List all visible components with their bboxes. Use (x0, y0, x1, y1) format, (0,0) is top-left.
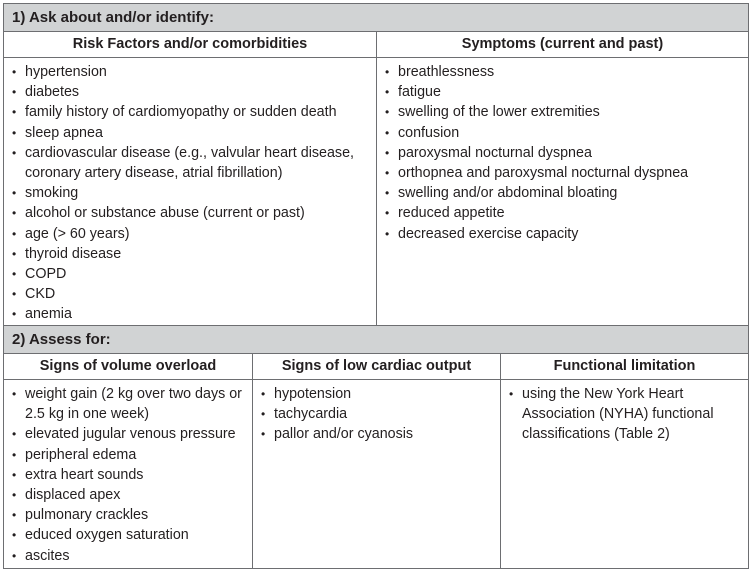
list-item: • alcohol or substance abuse (current or past) (12, 203, 372, 223)
list-item: • elevated jugular venous pressure (12, 424, 248, 444)
list-item: • confusion (385, 123, 744, 143)
list-item: • breathlessness (385, 62, 744, 82)
volume-overload-column (4, 354, 253, 568)
functional-limitation-list (501, 380, 748, 445)
risk-factors-list (4, 58, 376, 325)
list-item: • reduced appetite (385, 203, 744, 223)
list-item: • displaced apex (12, 485, 248, 505)
list-item: • ascites (12, 546, 248, 566)
list-item: • using the New York Heart Association (NYHA) functional classifications (Table 2) (509, 384, 744, 445)
risk-factors-column (4, 32, 377, 325)
low-cardiac-output-list (253, 380, 500, 445)
list-item: • anemia (12, 304, 372, 324)
assessment-table (3, 3, 749, 569)
list-item: • age (> 60 years) (12, 224, 372, 244)
risk-factors-header: Risk Factors and/or comorbidities (4, 32, 376, 58)
list-item: • weight gain (2 kg over two days or 2.5 kg in one week) (12, 384, 248, 424)
volume-overload-header: Signs of volume overload (4, 354, 252, 380)
list-item: • swelling and/or abdominal bloating (385, 183, 744, 203)
list-item: • pallor and/or cyanosis (261, 424, 496, 444)
list-item: • orthopnea and paroxysmal nocturnal dyspnea (385, 163, 744, 183)
low-cardiac-output-column (253, 354, 501, 568)
symptoms-list (377, 58, 748, 244)
list-item: • COPD (12, 264, 372, 284)
list-item: • smoking (12, 183, 372, 203)
symptoms-column (377, 32, 748, 325)
list-item: • swelling of the lower extremities (385, 102, 744, 122)
list-item: • CKD (12, 284, 372, 304)
symptoms-header: Symptoms (current and past) (377, 32, 748, 58)
section-1-row (4, 32, 748, 325)
list-item: • diabetes (12, 82, 372, 102)
list-item: • sleep apnea (12, 123, 372, 143)
list-item: • fatigue (385, 82, 744, 102)
list-item: • hypotension (261, 384, 496, 404)
list-item: • extra heart sounds (12, 465, 248, 485)
list-item: • thyroid disease (12, 244, 372, 264)
section-1-title: 1) Ask about and/or identify: (4, 4, 748, 32)
section-2-title: 2) Assess for: (4, 325, 748, 354)
low-cardiac-output-header: Signs of low cardiac output (253, 354, 500, 380)
list-item: • tachycardia (261, 404, 496, 424)
section-2-row (4, 354, 748, 568)
list-item: • decreased exercise capacity (385, 224, 744, 244)
list-item: • family history of cardiomyopathy or sudden death (12, 102, 372, 122)
list-item: • paroxysmal nocturnal dyspnea (385, 143, 744, 163)
functional-limitation-header: Functional limitation (501, 354, 748, 380)
list-item: • cardiovascular disease (e.g., valvular heart disease, coronary artery disease, atrial fibrillation) (12, 143, 372, 183)
list-item: • pulmonary crackles (12, 505, 248, 525)
volume-overload-list (4, 380, 252, 566)
functional-limitation-column (501, 354, 748, 568)
list-item: • educed oxygen saturation (12, 525, 248, 545)
list-item: • peripheral edema (12, 445, 248, 465)
list-item: • hypertension (12, 62, 372, 82)
